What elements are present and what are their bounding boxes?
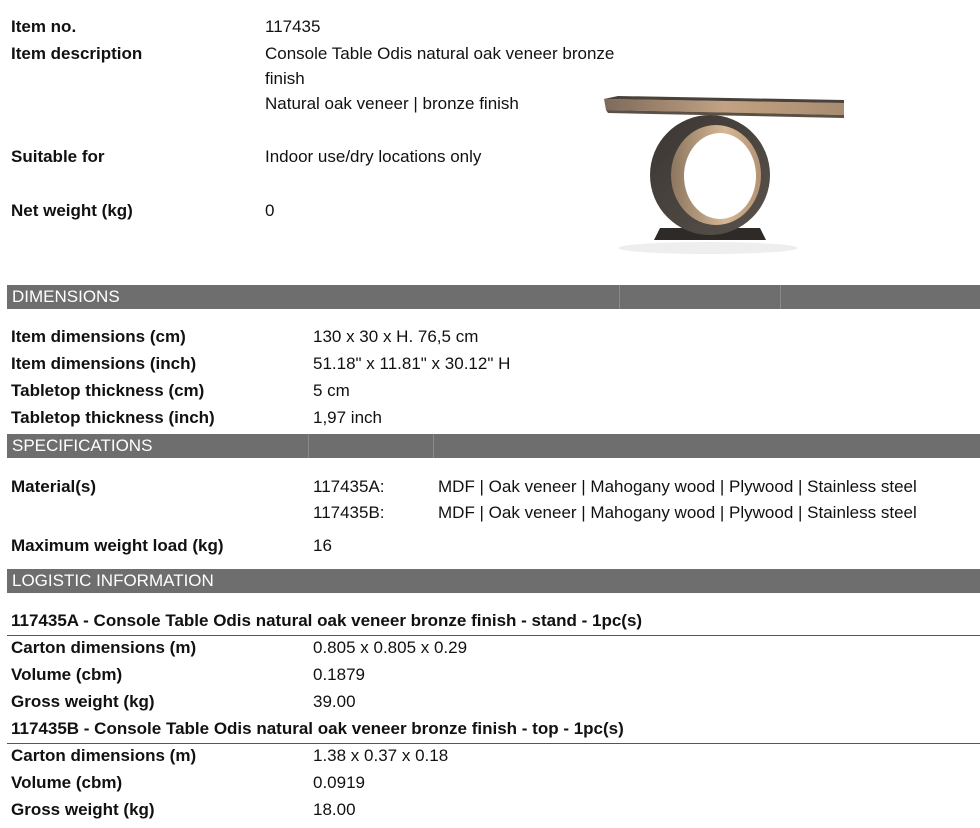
section-specifications-header — [7, 434, 980, 458]
gross-weight-label-b: Gross weight (kg) — [11, 800, 155, 819]
item-no-value: 117435 — [265, 17, 321, 36]
suitable-for-label: Suitable for — [11, 147, 105, 166]
item-description-line1: Console Table Odis natural oak veneer bronze — [265, 44, 615, 63]
dimensions-value-cm: 130 x 30 x H. 76,5 cm — [313, 327, 479, 346]
section-logistics-title: LOGISTIC INFORMATION — [12, 571, 214, 590]
group-divider — [7, 635, 980, 636]
logistics-group-title-b: 117435B - Console Table Odis natural oak veneer bronze finish - top - 1pc(s) — [11, 719, 624, 738]
carton-dimensions-label-b: Carton dimensions (m) — [11, 746, 197, 765]
max-weight-load-label: Maximum weight load (kg) — [11, 536, 224, 555]
net-weight-value: 0 — [265, 201, 275, 220]
header-divider — [780, 285, 781, 309]
section-specifications-title: SPECIFICATIONS — [12, 436, 153, 455]
dimensions-value-inch: 51.18" x 11.81" x 30.12" H — [313, 354, 511, 373]
tabletop-thickness-value-cm: 5 cm — [313, 381, 350, 400]
gross-weight-value-b: 18.00 — [313, 800, 356, 819]
volume-label-a: Volume (cbm) — [11, 665, 123, 684]
dimensions-label-inch: Item dimensions (inch) — [11, 354, 197, 373]
header-divider — [433, 434, 434, 458]
material-code-b: 117435B: — [313, 503, 385, 522]
max-weight-load-value: 16 — [313, 536, 332, 555]
volume-value-b: 0.0919 — [313, 773, 365, 792]
item-description-label: Item description — [11, 44, 143, 63]
carton-dimensions-value-a: 0.805 x 0.805 x 0.29 — [313, 638, 468, 657]
dimensions-label-cm: Item dimensions (cm) — [11, 327, 186, 346]
carton-dimensions-label-a: Carton dimensions (m) — [11, 638, 197, 657]
volume-value-a: 0.1879 — [313, 665, 365, 684]
tabletop-thickness-label-cm: Tabletop thickness (cm) — [11, 381, 205, 400]
suitable-for-value: Indoor use/dry locations only — [265, 147, 482, 166]
section-dimensions-header — [7, 285, 980, 309]
gross-weight-value-a: 39.00 — [313, 692, 356, 711]
carton-dimensions-value-b: 1.38 x 0.37 x 0.18 — [313, 746, 449, 765]
volume-label-b: Volume (cbm) — [11, 773, 123, 792]
section-logistics-header — [7, 569, 980, 593]
materials-label: Material(s) — [11, 477, 97, 496]
header-divider — [619, 285, 620, 309]
gross-weight-label-a: Gross weight (kg) — [11, 692, 155, 711]
tabletop-thickness-value-inch: 1,97 inch — [313, 408, 382, 427]
item-description-line3: Natural oak veneer | bronze finish — [265, 94, 519, 113]
product-image — [598, 88, 858, 258]
section-dimensions-title: DIMENSIONS — [12, 287, 120, 306]
material-value-b: MDF | Oak veneer | Mahogany wood | Plywood | Stainless steel — [438, 503, 917, 522]
material-code-a: 117435A: — [313, 477, 385, 496]
logistics-group-title-a: 117435A - Console Table Odis natural oak veneer bronze finish - stand - 1pc(s) — [11, 611, 643, 630]
tabletop-thickness-label-inch: Tabletop thickness (inch) — [11, 408, 215, 427]
group-divider — [7, 743, 980, 744]
material-value-a: MDF | Oak veneer | Mahogany wood | Plywood | Stainless steel — [438, 477, 917, 496]
item-description-line2: finish — [265, 69, 305, 88]
header-divider — [308, 434, 309, 458]
item-no-label: Item no. — [11, 17, 77, 36]
net-weight-label: Net weight (kg) — [11, 201, 133, 220]
